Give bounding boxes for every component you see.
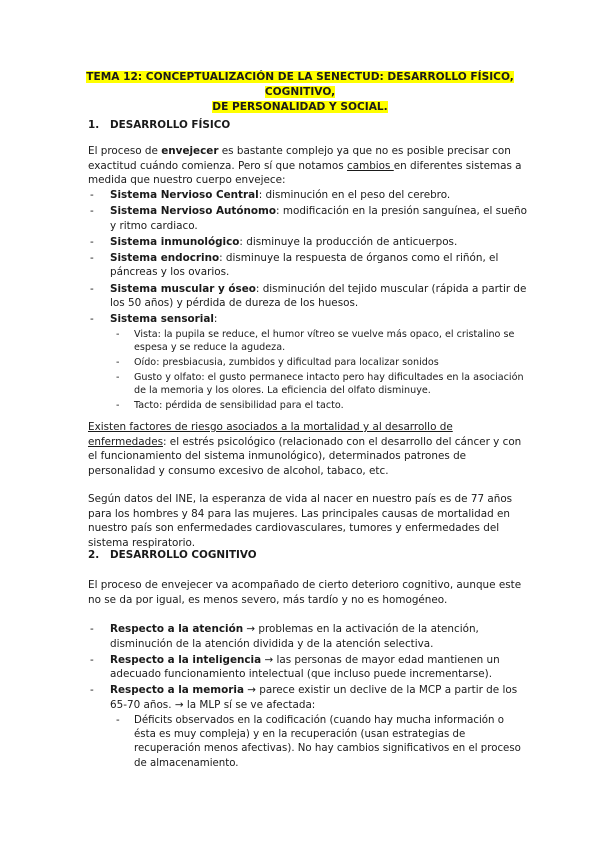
section-1-intro [88,144,528,188]
section-2-heading [88,548,257,563]
list-item [88,622,528,651]
list-item-text: : modificación en la presión sanguínea, el sueño y ritmo cardiaco. [110,205,527,232]
sub-list-item [110,399,528,413]
sub-list-item [110,356,528,370]
list-item-text: : disminución del tejido muscular (rápida a partir de los 50 años) y pérdida de dureza de los huesos. [110,282,527,310]
sub-list-item [110,371,528,398]
intro-text-c: es bastante complejo ya que no es posible precisar con exactitud cuándo comienza. Pero sí que notamos [88,145,511,172]
list-item [88,251,528,280]
intro-text-e: en diferentes sistemas a medida que nuestro cuerpo envejece: [88,159,522,187]
list-item [88,235,528,250]
cognitive-list [88,622,528,773]
list-item-term: Sistema Nervioso Autónomo [110,205,277,218]
list-item-text: → parece existir un declive de la MCP a partir de los 65-70 años. → la MLP sí se ve afectada: [110,684,518,711]
sub-list-item [110,328,528,355]
list-item-text: : disminución en el peso del cerebro. [258,189,451,201]
senses-list [110,328,528,413]
section-1-heading [88,118,230,133]
systems-list [88,188,528,414]
sub-item-term: Vista [134,328,158,340]
sub-item-term: Oído [134,357,157,369]
list-item-term: Sistema sensorial [110,313,214,326]
sub-item-term: Gusto y olfato [134,371,202,383]
list-item [88,282,528,311]
list-item-term: Respecto a la atención [110,623,244,635]
intro-term-cambios: cambios [347,159,394,172]
risk-factors-paragraph [88,420,528,478]
list-item-text: : disminuye la producción de anticuerpos. [239,235,458,248]
sub-item-text: Déficits observados en la codificación (cuando hay mucha información o ésta es muy compleja) y en la recuperación (usan estrategias de recuperación menos afectivas). No hay cambios significativos en el proceso de almacenamiento. [134,714,521,769]
document-title [60,70,540,115]
list-item-term: Sistema Nervioso Central [110,189,259,201]
risk-factors-text: : el estrés psicológico (relacionado con el desarrollo del cáncer y con el funcionamiento del sistema inmunológico), determinados patrones de personalidad y consumo excesivo de alcohol, tabaco, etc. [88,435,522,477]
sub-item-text: : el gusto permanece intacto pero hay dificultades en la asociación de la memoria y los olores. La eficiencia del olfato disminuye. [134,371,524,397]
list-item-term: Respecto a la inteligencia [110,653,262,666]
risk-factors-heading: Existen factores de riesgo asociados a la mortalidad y al desarrollo de enfermedades [88,421,453,448]
intro-term-envejecer: envejecer [161,145,219,157]
list-item-term: Sistema muscular y óseo [110,282,256,295]
list-item-term: Sistema endocrino [110,251,220,264]
sub-item-text: : pérdida de sensibilidad para el tacto. [159,399,344,411]
sub-item-text: : la pupila se reduce, el humor vítreo se vuelve más opaco, el cristalino se espesa y se reduce la agudeza. [134,328,515,354]
section-2-number: 2. [88,549,100,561]
list-item [88,312,528,412]
list-item [88,204,528,233]
section-1-number: 1. [88,119,100,131]
title-line-1: TEMA 12: CONCEPTUALIZACIÓN DE LA SENECTUD: DESARROLLO FÍSICO, COGNITIVO, [86,71,514,98]
sub-item-text: : presbiacusia, zumbidos y dificultad para localizar sonidos [156,357,439,369]
list-item-text: : [213,313,218,326]
list-item [88,188,528,203]
list-item-text: → las personas de mayor edad mantienen un adecuado funcionamiento intelectual (que incluso puede incrementarse). [110,653,500,681]
list-item [88,683,528,771]
list-item-term: Sistema inmunológico [110,235,240,248]
list-item-text: → problemas en la activación de la atención, disminución de la atención dividida y de la atención selectiva. [110,623,479,650]
list-item [88,653,528,682]
list-item-text: : disminuye la respuesta de órganos como el riñón, el páncreas y los ovarios. [110,251,499,279]
section-2-intro: El proceso de envejecer va acompañado de cierto deterioro cognitivo, aunque este no se da por igual, es menos severo, más tardío y no es homogéneo. [88,579,522,606]
ine-paragraph: Según datos del INE, la esperanza de vida al nacer en nuestro país es de 77 años para los hombres y 84 para las mujeres. Las principales causas de mortalidad en nuestro país son enfermedades cardiovasculares, tumores y enfermedades del sistema respiratorio. [88,493,513,549]
title-line-2: DE PERSONALIDAD Y SOCIAL. [212,101,388,113]
memory-sub-list [110,714,528,772]
list-item-term: Respecto a la memoria [110,684,244,697]
intro-text-a: El proceso de [88,145,162,157]
sub-list-item [110,714,528,772]
sub-item-term: Tacto [134,399,160,411]
section-2-title: DESARROLLO COGNITIVO [110,549,257,561]
section-1-title: DESARROLLO FÍSICO [110,119,231,131]
